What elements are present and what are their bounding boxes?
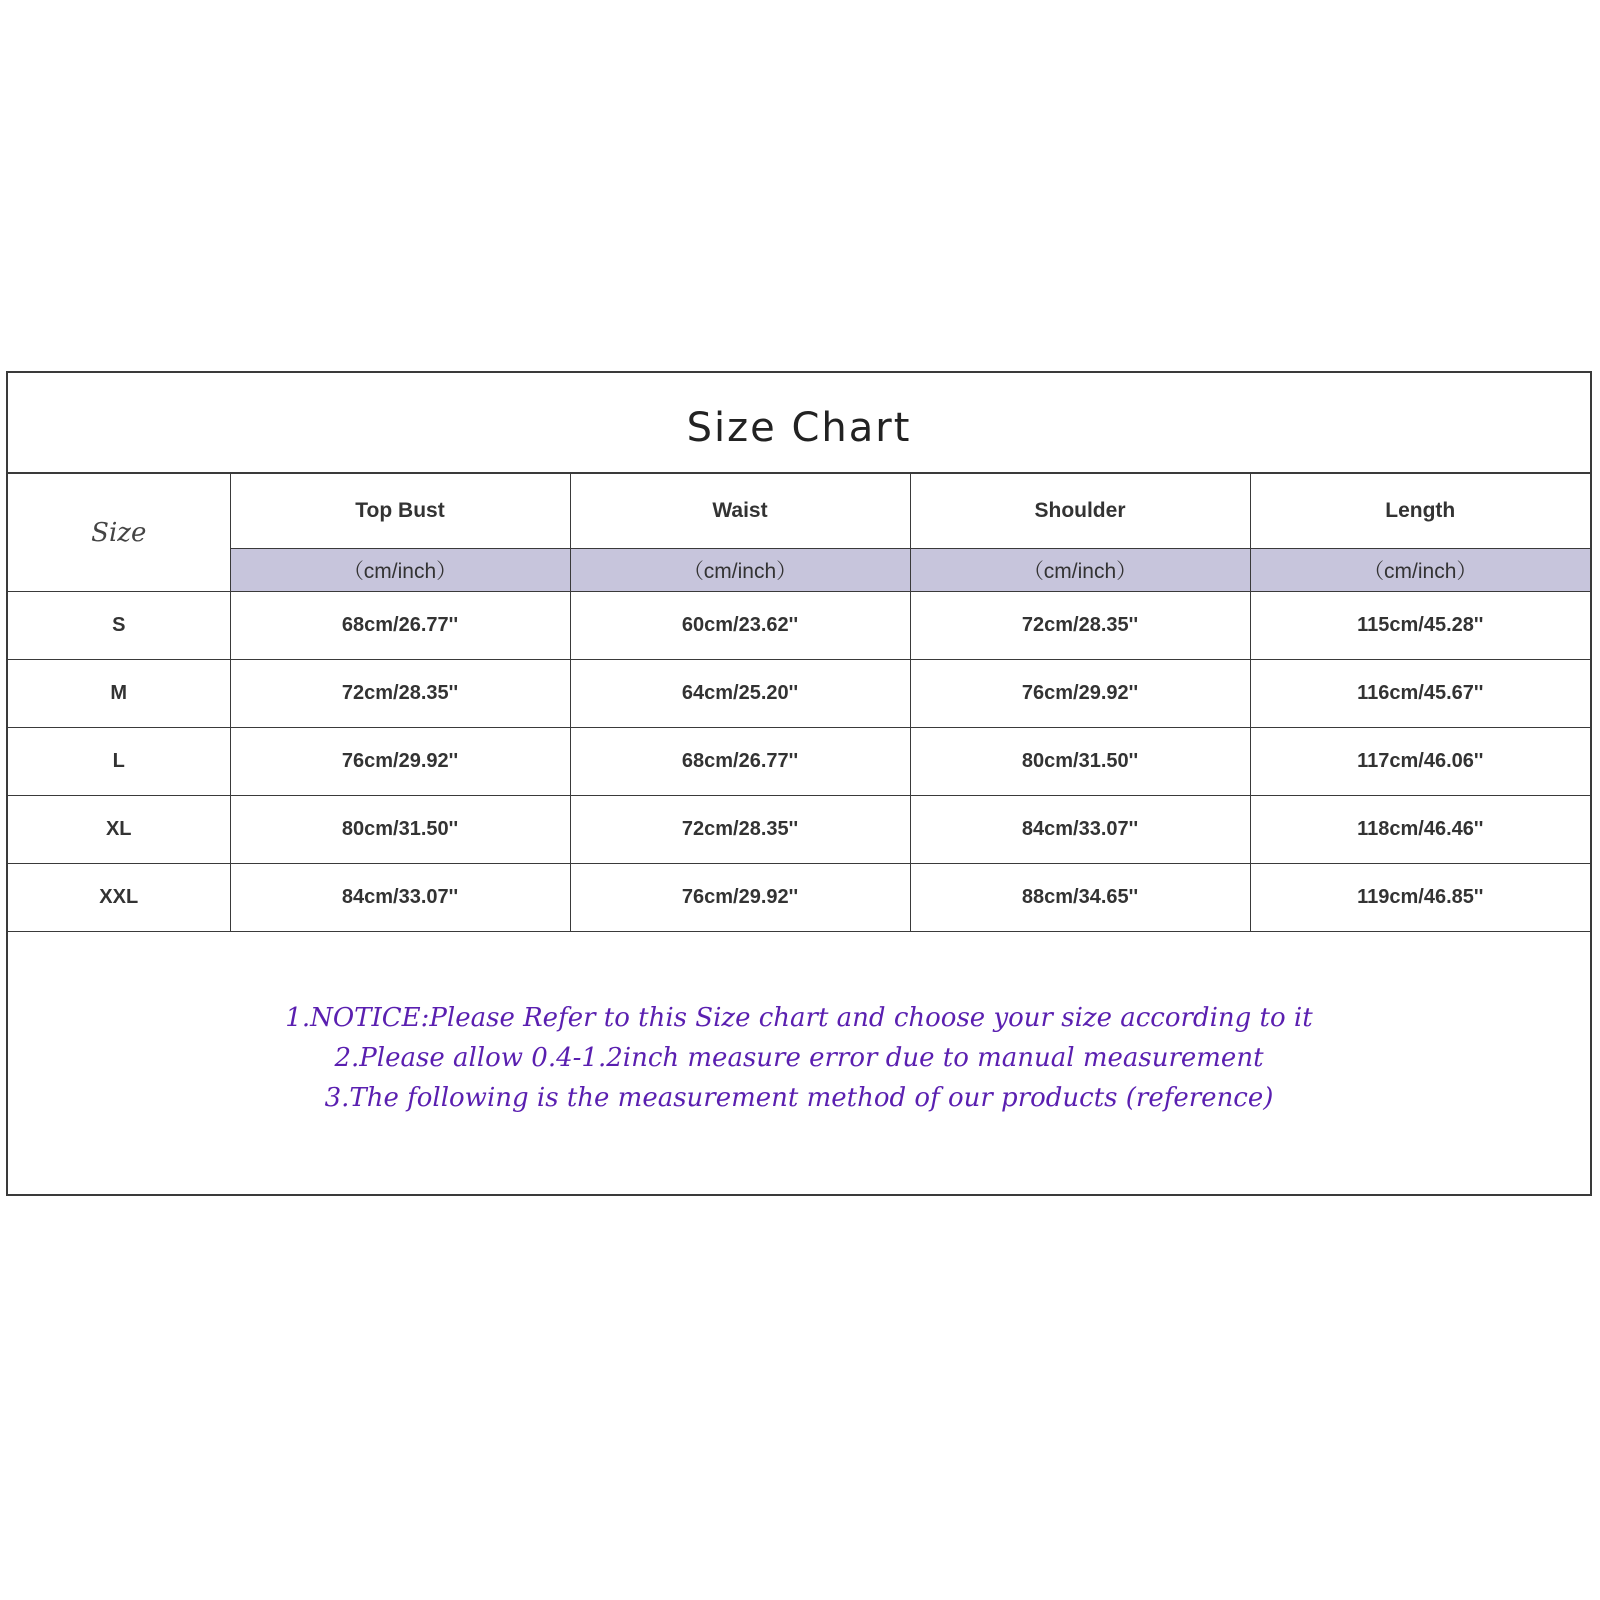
chart-title: Size Chart bbox=[8, 373, 1590, 474]
notice-text bbox=[8, 998, 1590, 1118]
table-row bbox=[8, 660, 1590, 728]
table-cell: 84cm/33.07'' bbox=[910, 796, 1250, 864]
table-cell: 72cm/28.35'' bbox=[570, 796, 910, 864]
table-cell: 76cm/29.92'' bbox=[910, 660, 1250, 728]
size-label: M bbox=[8, 660, 230, 728]
unit-label: （cm/inch） bbox=[910, 549, 1250, 592]
header-row bbox=[8, 474, 1590, 549]
table-cell: 119cm/46.85'' bbox=[1250, 864, 1590, 932]
notice-line: 2.Please allow 0.4-1.2inch measure error due to manual measurement bbox=[334, 1043, 1264, 1073]
size-label: XL bbox=[8, 796, 230, 864]
table-cell: 84cm/33.07'' bbox=[230, 864, 570, 932]
table-row bbox=[8, 592, 1590, 660]
unit-label: （cm/inch） bbox=[570, 549, 910, 592]
size-table bbox=[8, 474, 1590, 932]
notice-line: 1.NOTICE:Please Refer to this Size chart and choose your size according to it bbox=[285, 1003, 1313, 1033]
table-cell: 72cm/28.35'' bbox=[910, 592, 1250, 660]
table-row bbox=[8, 796, 1590, 864]
table-cell: 80cm/31.50'' bbox=[910, 728, 1250, 796]
unit-label: （cm/inch） bbox=[230, 549, 570, 592]
table-row bbox=[8, 864, 1590, 932]
table-cell: 76cm/29.92'' bbox=[570, 864, 910, 932]
table-cell: 117cm/46.06'' bbox=[1250, 728, 1590, 796]
table-cell: 68cm/26.77'' bbox=[230, 592, 570, 660]
unit-row bbox=[8, 549, 1590, 592]
column-header-waist: Waist bbox=[570, 474, 910, 549]
notice-line: 3.The following is the measurement method of our products (reference) bbox=[324, 1083, 1274, 1113]
table-cell: 80cm/31.50'' bbox=[230, 796, 570, 864]
table-cell: 115cm/45.28'' bbox=[1250, 592, 1590, 660]
size-label: S bbox=[8, 592, 230, 660]
column-header-top-bust: Top Bust bbox=[230, 474, 570, 549]
column-header-shoulder: Shoulder bbox=[910, 474, 1250, 549]
size-column-header: Size bbox=[8, 474, 230, 592]
table-cell: 76cm/29.92'' bbox=[230, 728, 570, 796]
table-cell: 68cm/26.77'' bbox=[570, 728, 910, 796]
size-label: XXL bbox=[8, 864, 230, 932]
table-cell: 72cm/28.35'' bbox=[230, 660, 570, 728]
table-cell: 118cm/46.46'' bbox=[1250, 796, 1590, 864]
table-row bbox=[8, 728, 1590, 796]
table-cell: 116cm/45.67'' bbox=[1250, 660, 1590, 728]
table-cell: 60cm/23.62'' bbox=[570, 592, 910, 660]
table-cell: 64cm/25.20'' bbox=[570, 660, 910, 728]
table-cell: 88cm/34.65'' bbox=[910, 864, 1250, 932]
unit-label: （cm/inch） bbox=[1250, 549, 1590, 592]
size-chart bbox=[6, 371, 1592, 1196]
column-header-length: Length bbox=[1250, 474, 1590, 549]
size-label: L bbox=[8, 728, 230, 796]
